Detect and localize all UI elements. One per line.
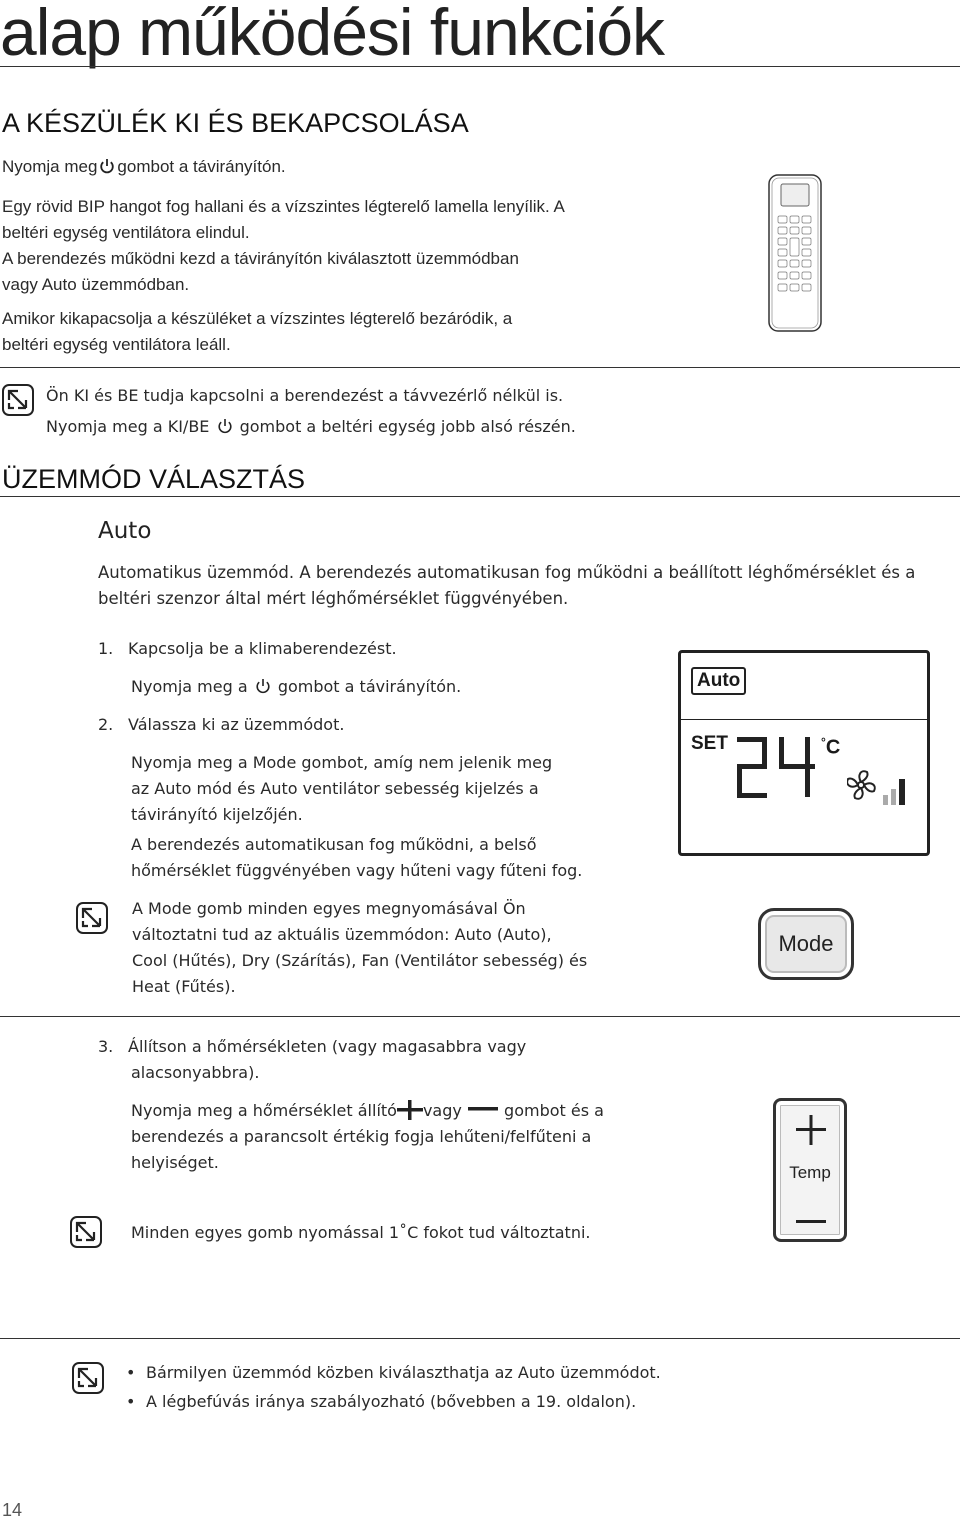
power-off-line: beltéri egység ventilátora leáll.: [2, 335, 231, 354]
power-icon: [217, 416, 233, 432]
section-rule: [0, 1016, 960, 1017]
step-3-para-mid: vagy: [422, 1101, 462, 1120]
power-icon: [255, 676, 271, 692]
step-number: 2.: [98, 715, 114, 734]
remote-lcd-display: [678, 650, 930, 856]
step-3-para-line: helyiséget.: [131, 1153, 219, 1172]
note-mode-line: Heat (Fűtés).: [132, 977, 236, 996]
note-power-line2-post: gombot a beltéri egység jobb alsó részén.: [239, 417, 576, 436]
note-icon: [72, 1362, 104, 1394]
power-description: [2, 194, 662, 298]
subheading-auto: Auto: [98, 518, 152, 544]
step-1-text: Kapcsolja be a klimaberendezést.: [128, 639, 397, 658]
temp-up-icon[interactable]: [796, 1115, 826, 1149]
step-2-line: távirányító kijelzőjén.: [131, 805, 303, 824]
auto-intro-line: Automatikus üzemmód. A berendezés automatikusan fog működni a beállított léghőmérséklet és a: [98, 563, 916, 582]
power-instruction: [2, 154, 286, 180]
minus-icon: [467, 1098, 499, 1112]
power-icon: [99, 156, 115, 172]
lcd-unit: °C: [821, 735, 841, 759]
step-2-text: Válassza ki az üzemmódot.: [128, 715, 345, 734]
lcd-unit-letter: C: [825, 736, 841, 759]
power-off-description: [2, 306, 662, 358]
step-number: 3.: [98, 1037, 114, 1056]
auto-intro: [98, 560, 958, 612]
temp-button[interactable]: [773, 1098, 847, 1242]
lcd-divider: [681, 719, 927, 720]
step-2: [98, 712, 344, 738]
step-number: 1.: [98, 639, 114, 658]
note-icon: [76, 902, 108, 934]
step-1-sub: [131, 674, 461, 700]
power-desc-line: beltéri egység ventilátora elindul.: [2, 223, 250, 242]
note-mode-line: Cool (Hűtés), Dry (Szárítás), Fan (Ventilátor sebesség) és: [132, 951, 588, 970]
note-temp-step: Minden egyes gomb nyomással 1˚C fokot tud változtatni.: [131, 1223, 591, 1242]
note-power-line1: Ön KI és BE tudja kapcsolni a berendezést a távvezérlő nélkül is.: [46, 386, 564, 405]
lcd-set-label: SET: [691, 733, 728, 754]
section-rule: [0, 496, 960, 497]
power-desc-line: A berendezés működni kezd a távirányítón kiválasztott üzemmódban: [2, 249, 519, 268]
step-2-line: Nyomja meg a Mode gombot, amíg nem jelenik meg: [131, 753, 553, 772]
remote-control-illustration: [768, 174, 822, 332]
step-1-sub-post: gombot a távirányítón.: [277, 677, 462, 696]
step-2-line: az Auto mód és Auto ventilátor sebesség kijelzés a: [131, 779, 539, 798]
lcd-temperature-digits: [731, 733, 821, 803]
tips-list: [126, 1358, 826, 1416]
step-3-para-pre: Nyomja meg a hőmérséklet állító: [131, 1101, 397, 1120]
fan-speed-icon: [847, 767, 911, 807]
note-power-line2: [46, 414, 576, 440]
step-2-line: A berendezés automatikusan fog működni, a belső: [131, 835, 537, 854]
section-rule: [0, 1338, 960, 1339]
step-3-para-post: gombot és a: [504, 1101, 604, 1120]
mode-button-label: Mode: [778, 931, 834, 956]
step-1-sub-pre: Nyomja meg a: [131, 677, 248, 696]
page-title: alap működési funkciók: [0, 0, 665, 69]
plus-icon: [397, 1100, 423, 1120]
step-3: [98, 1034, 638, 1086]
mode-button[interactable]: [758, 908, 854, 980]
step-3-line: Állítson a hőmérsékleten (vagy magasabbra vagy: [128, 1037, 527, 1056]
step-2-para1: [131, 750, 651, 828]
step-1: [98, 636, 397, 662]
auto-intro-line: beltéri szenzor által mért léghőmérséklet függvényében.: [98, 589, 569, 608]
power-instruction-pre: Nyomja meg: [2, 157, 98, 176]
step-3-para-line: berendezés a parancsolt értékig fogja lehűteni/felfűteni a: [131, 1127, 592, 1146]
step-2-para2: [131, 832, 651, 884]
section-heading-power: A KÉSZÜLÉK KI ÉS BEKAPCSOLÁSA: [2, 108, 469, 138]
step-3-para: [131, 1098, 671, 1176]
lcd-mode-indicator: Auto: [691, 667, 746, 695]
step-2-line: hőmérséklet függvényében vagy hűteni vagy fűteni fog.: [131, 861, 583, 880]
note-mode-line: változtatni tud az aktuális üzemmódon: Auto (Auto),: [132, 925, 552, 944]
list-item: • A légbefúvás iránya szabályozható (bővebben a 19. oldalon).: [126, 1387, 826, 1416]
page-number: 14: [2, 1500, 23, 1520]
power-instruction-post: gombot a távirányítón.: [117, 157, 286, 176]
power-desc-line: Egy rövid BIP hangot fog hallani és a vízszintes légterelő lamella lenyílik. A: [2, 197, 565, 216]
step-3-line: alacsonyabbra).: [131, 1063, 260, 1082]
temp-button-label: Temp: [789, 1163, 831, 1182]
note-icon: [70, 1216, 102, 1248]
section-heading-mode: ÜZEMMÓD VÁLASZTÁS: [2, 464, 306, 494]
power-off-line: Amikor kikapacsolja a készüléket a vízszintes légterelő bezáródik, a: [2, 309, 513, 328]
temp-down-icon[interactable]: [796, 1211, 826, 1230]
list-item: • Bármilyen üzemmód közben kiválaszthatja az Auto üzemmódot.: [126, 1358, 826, 1387]
title-rule: [0, 66, 960, 67]
note-mode-cycle: [132, 896, 652, 1000]
power-desc-line: vagy Auto üzemmódban.: [2, 275, 190, 294]
note-power-line2-pre: Nyomja meg a KI/BE: [46, 417, 210, 436]
section-rule: [0, 367, 960, 368]
note-mode-line: A Mode gomb minden egyes megnyomásával Ön: [132, 899, 526, 918]
note-icon: [2, 384, 34, 416]
